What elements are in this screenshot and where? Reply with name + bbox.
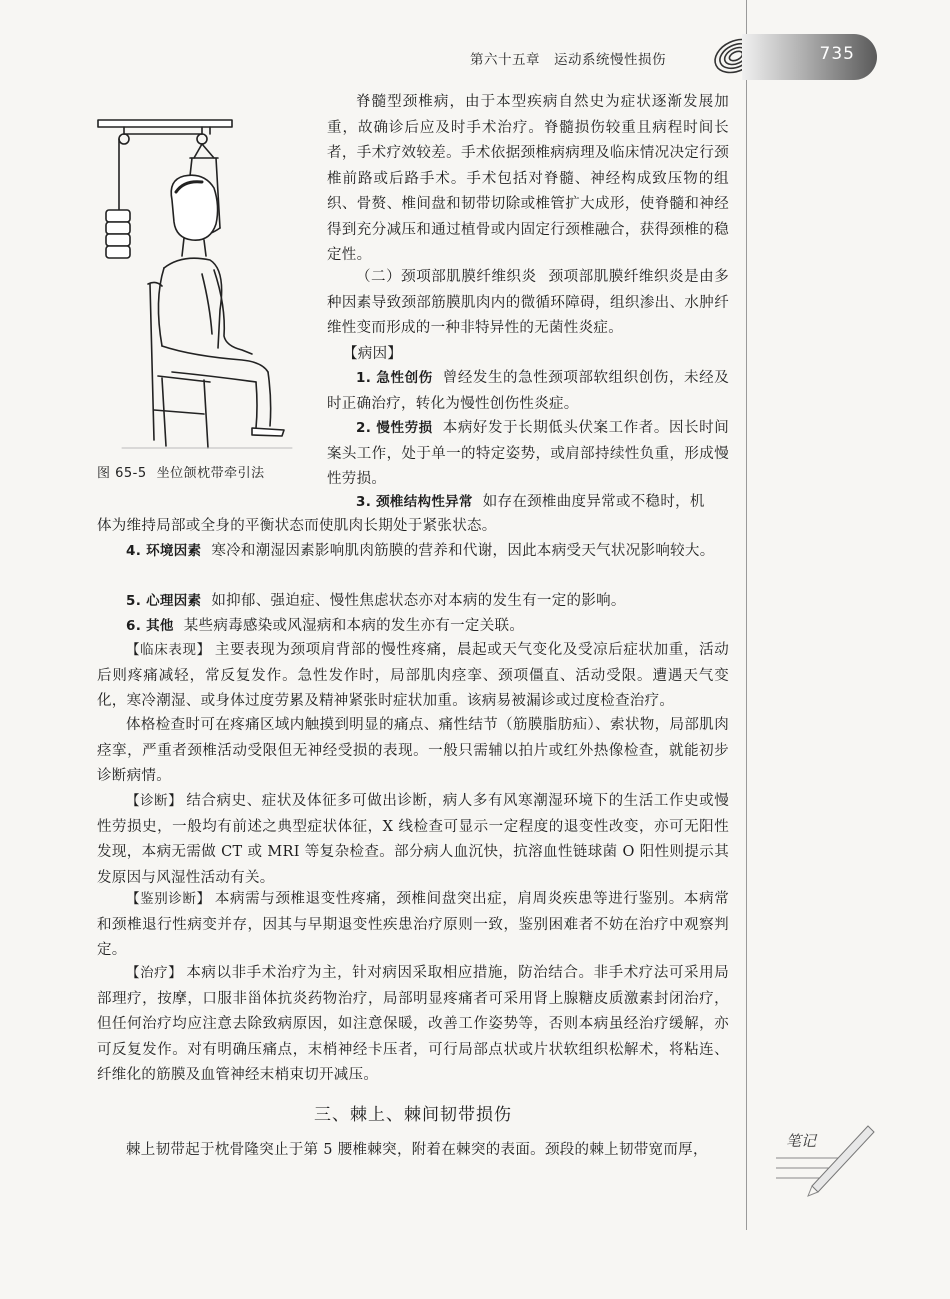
figure-label: 图 65-5 [97,466,147,481]
fibrositis-definition: 颈项部肌膜纤维织炎是由多种因素导致颈部筋膜肌肉内的微循环障碍，组织渗出、水肿纤维性变而形成的一种非特异性的无菌性炎症。 [327,269,729,336]
cause-heading: 2. 慢性劳损 [356,420,433,436]
chapter-title: 运动系统慢性损伤 [554,52,666,68]
physical-exam: 体格检查时可在疼痛区域内触摸到明显的痛点、痛性结节（筋膜脂肪疝）、索状物，局部肌肉痉挛，严重者颈椎活动受限但无神经受损的表现。一般只需辅以拍片或红外热像检查，就能初步诊断病情。 [97,717,729,784]
page-number: 735 [819,44,855,64]
section-bracket-heading: 【治疗】 [126,965,183,981]
differential-diagnosis: 【鉴别诊断】 本病需与颈椎退变性疼痛，颈椎间盘突出症，肩周炎疾患等进行鉴别。本病常和颈椎退行性病变并存，因其与早期退变性疾患治疗原则一致，鉴别困难者不妨在治疗中观察判定。 [97,891,729,958]
page-number-tab [742,34,877,80]
cause-heading: 4. 环境因素 [126,543,202,559]
cause-heading: 1. 急性创伤 [356,370,433,386]
paragraph-fibrositis [327,265,729,342]
cause-heading: 5. 心理因素 [126,593,202,609]
notes-label: 笔记 [786,1132,817,1150]
cause-acute-trauma: 1. 急性创伤 曾经发生的急性颈项部软组织创伤，未经及时正确治疗，转化为慢性创伤性炎症。 [327,370,729,412]
cause-other: 6. 其他 某些病毒感染或风湿病和本病的发生亦有一定关联。 [126,618,525,634]
cause-psychological: 5. 心理因素 如抑郁、强迫症、慢性焦虑状态亦对本病的发生有一定的影响。 [126,593,626,609]
diagnosis: 【诊断】 结合病史、症状及体征多可做出诊断，病人多有风寒潮湿环境下的生活工作史或慢性劳损史，一般均有前述之典型症状体征，X 线检查可显示一定程度的退变性改变，亦可无阳性发现，本病无需做 CT 或 MRI 等复杂检查。部分病人血沉快，抗溶血性链球菌 O 阳性则提示其发原因与风湿性活动有关。 [97,793,729,886]
cause-structural-line2: 体为维持局部或全身的平衡状态而使肌肉长期处于紧张状态。 [97,518,497,534]
chapter-number: 第六十五章 [470,52,540,68]
paragraph-myelopathy: 脊髓型颈椎病，由于本型疾病自然史为症状逐渐发展加重，故确诊后应及时手术治疗。脊髓损伤较重且病程时间长者，手术疗效较差。手术依据颈椎病病理及临床情况决定行颈椎前路或后路手术。手术包括对脊髓、神经构成致压物的组织、骨赘、椎间盘和韧带切除或椎管扩大成形，使脊髓和神经得到充分减压和通过植骨或内固定行颈椎融合，获得颈椎的稳定性。 [327,94,729,263]
treatment: 【治疗】 本病以非手术治疗为主，针对病因采取相应措施，防治结合。非手术疗法可采用局部理疗，按摩，口服非甾体抗炎药物治疗，局部明显疼痛者可采用肾上腺糖皮质激素封闭治疗，但任何治疗均应注意去除致病原因，如注意保暖，改善工作姿势等，否则本病虽经治疗缓解，亦可反复发作。对有明确压痛点，末梢神经卡压者，可行局部点状或片状软组织松解术，将粘连、纤维化的筋膜及血管神经末梢束切开减压。 [97,965,729,1083]
margin-rule [746,0,747,1230]
figure-caption [97,462,265,481]
section-bracket-heading: 【临床表现】 [126,642,211,658]
pencil-icon [768,1120,878,1200]
cause-environment: 4. 环境因素 寒冷和潮湿因素影响肌肉筋膜的营养和代谢，因此本病受天气状况影响较大。 [126,543,715,559]
cause-chronic-strain: 2. 慢性劳损 本病好发于长期低头伏案工作者。因长时间案头工作，处于单一的特定姿势，或肩部持续性负重，形成慢性劳损。 [327,420,729,487]
cause-structural-line1: 3. 颈椎结构性异常 如存在颈椎曲度异常或不稳时，机 [356,494,705,510]
paragraph-supraspinous: 棘上韧带起于枕骨隆突止于第 5 腰椎棘突，附着在棘突的表面。颈段的棘上韧带宽而厚， [126,1142,708,1158]
figure-caption-text: 坐位颌枕带牵引法 [156,466,265,481]
etiology-heading: 【病因】 [343,346,403,362]
notes-margin [768,1120,878,1200]
section-title: 三、棘上、棘间韧带损伤 [314,1105,512,1125]
cause-heading: 6. 其他 [126,618,174,634]
clinical-manifestations: 【临床表现】 主要表现为颈项肩背部的慢性疼痛，晨起或天气变化及受凉后症状加重，活动后则疼痛减轻，常反复发作。急性发作时，局部肌肉痉挛、颈项僵直、活动受限。遭遇天气变化，寒冷潮湿、或身体过度劳累及精神紧张时症状加重。该病易被漏诊或过度检查治疗。 [97,642,729,709]
cause-heading: 3. 颈椎结构性异常 [356,494,473,510]
section-bracket-heading: 【鉴别诊断】 [126,891,211,907]
section-bracket-heading: 【诊断】 [126,793,183,809]
running-header [470,48,666,68]
traction-figure-illustration [92,110,312,450]
subsection-heading: （二）颈项部肌膜纤维织炎 [356,269,537,285]
